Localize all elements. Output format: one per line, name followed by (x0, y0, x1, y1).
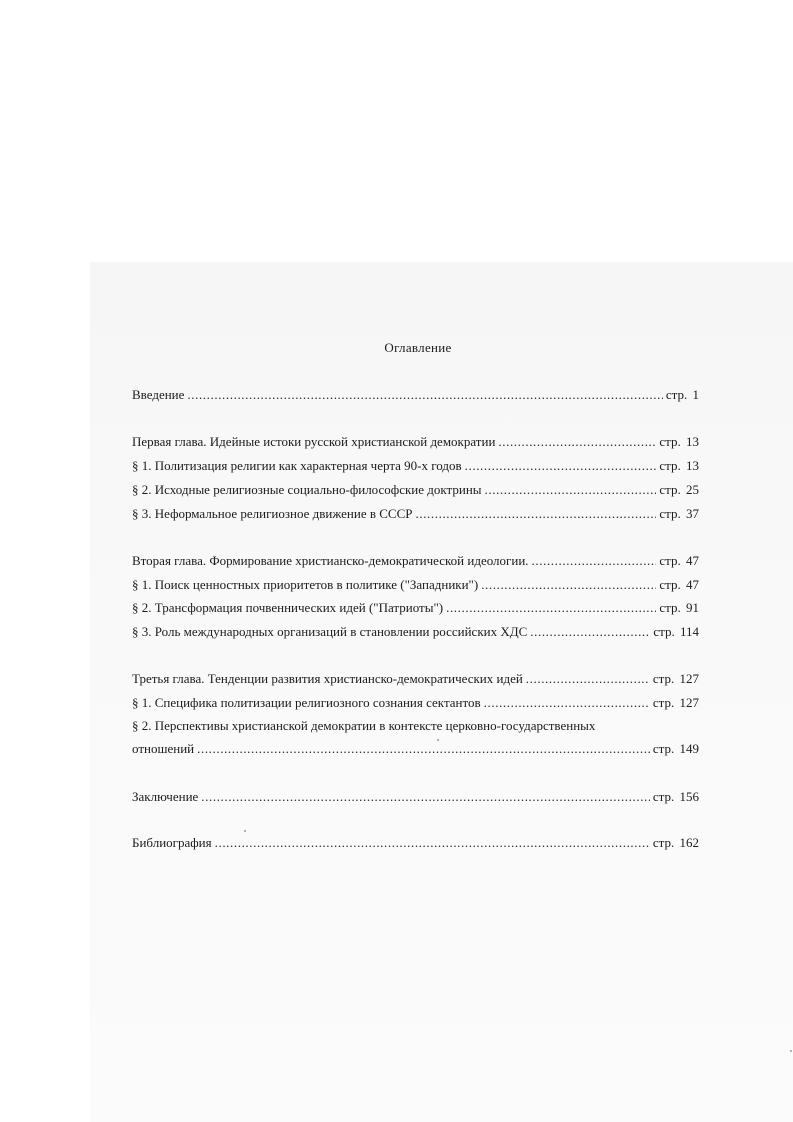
toc-entry-label: Библиография (132, 835, 212, 850)
scan-speck (437, 739, 439, 741)
toc-entry-page: стр. 149 (652, 741, 699, 756)
dot-leader (485, 481, 657, 499)
toc-entry-page: стр. 47 (659, 577, 699, 592)
toc-entry-conclusion[interactable] (132, 788, 699, 806)
scan-speck (790, 1050, 792, 1052)
dot-leader (484, 694, 650, 712)
toc-entry-label: Вторая глава. Формирование христианско-демократической идеологии. (132, 553, 529, 568)
toc-entry-chapter-1-section-2[interactable] (132, 481, 699, 499)
toc-entry-chapter-2-section-1[interactable] (132, 576, 699, 594)
toc-entry-page: стр. 127 (652, 671, 699, 686)
toc-entry-label: § 1. Поиск ценностных приоритетов в политике ("Западники") (132, 577, 479, 592)
toc-entry-bibliography[interactable] (132, 834, 699, 852)
toc-entry-chapter-1-section-1[interactable] (132, 457, 699, 475)
toc-entry-label: § 2. Трансформация почвеннических идей ("Патриоты") (132, 600, 444, 615)
toc-entry-label: Заключение (132, 789, 199, 804)
toc-entry-label: Введение (132, 387, 185, 402)
toc-entry-page: стр. 13 (659, 458, 699, 473)
toc-entry-chapter-2-section-3[interactable] (132, 623, 699, 641)
toc-entry-page: стр. 1 (665, 387, 699, 402)
dot-leader (197, 740, 650, 758)
toc-entry-page: стр. 91 (659, 600, 699, 615)
dot-leader (532, 552, 657, 570)
toc-entry-label: § 2. Перспективы христианской демократии в контексте церковно-государственных (132, 718, 596, 733)
toc-entry-chapter-3[interactable] (132, 670, 699, 688)
dot-leader (465, 457, 657, 475)
toc-entry-label: § 3. Неформальное религиозное движение в СССР (132, 506, 413, 521)
toc-entry-chapter-3-section-2-line-1[interactable] (132, 717, 699, 735)
dot-leader (481, 576, 656, 594)
toc-entry-label: Первая глава. Идейные истоки русской христианской демократии (132, 434, 496, 449)
toc-entry-page: стр. 127 (652, 695, 699, 710)
toc-entry-chapter-3-section-1[interactable] (132, 694, 699, 712)
toc-entry-page: стр. 156 (652, 789, 699, 804)
toc-entry-chapter-2-section-2[interactable] (132, 599, 699, 617)
toc-entry-page: стр. 47 (659, 553, 699, 568)
toc-entry-label: § 2. Исходные религиозные социально-философские доктрины (132, 482, 482, 497)
toc-entry-page: стр. 13 (659, 434, 699, 449)
dot-leader (498, 433, 656, 451)
toc-entry-label: § 3. Роль международных организаций в становлении российских ХДС (132, 624, 528, 639)
dot-leader (416, 505, 657, 523)
toc-entry-chapter-2[interactable] (132, 552, 699, 570)
dot-leader (526, 670, 650, 688)
toc-title: Оглавление (384, 340, 452, 355)
toc-entry-chapter-1-section-3[interactable] (132, 505, 699, 523)
toc-entry-label: отношений (132, 741, 195, 756)
dot-leader (215, 834, 650, 852)
toc-entry-chapter-3-section-2-line-2[interactable] (132, 740, 699, 758)
toc-entry-page: стр. 25 (659, 482, 699, 497)
toc-entry-page: стр. 37 (659, 506, 699, 521)
toc-entry-introduction[interactable] (132, 386, 699, 404)
dot-leader (201, 788, 650, 806)
toc-entry-label: Третья глава. Тенденции развития христианско-демократических идей (132, 671, 523, 686)
toc-entry-page: стр. 114 (653, 624, 699, 639)
toc-entry-label: § 1. Политизация религии как характерная черта 90-х годов (132, 458, 462, 473)
scan-speck (244, 830, 246, 832)
toc-entry-chapter-1[interactable] (132, 433, 699, 451)
toc-entry-label: § 1. Специфика политизации религиозного сознания сектантов (132, 695, 481, 710)
dot-leader (187, 386, 662, 404)
toc-entry-page: стр. 162 (652, 835, 699, 850)
dot-leader (530, 623, 650, 641)
dot-leader (446, 599, 656, 617)
